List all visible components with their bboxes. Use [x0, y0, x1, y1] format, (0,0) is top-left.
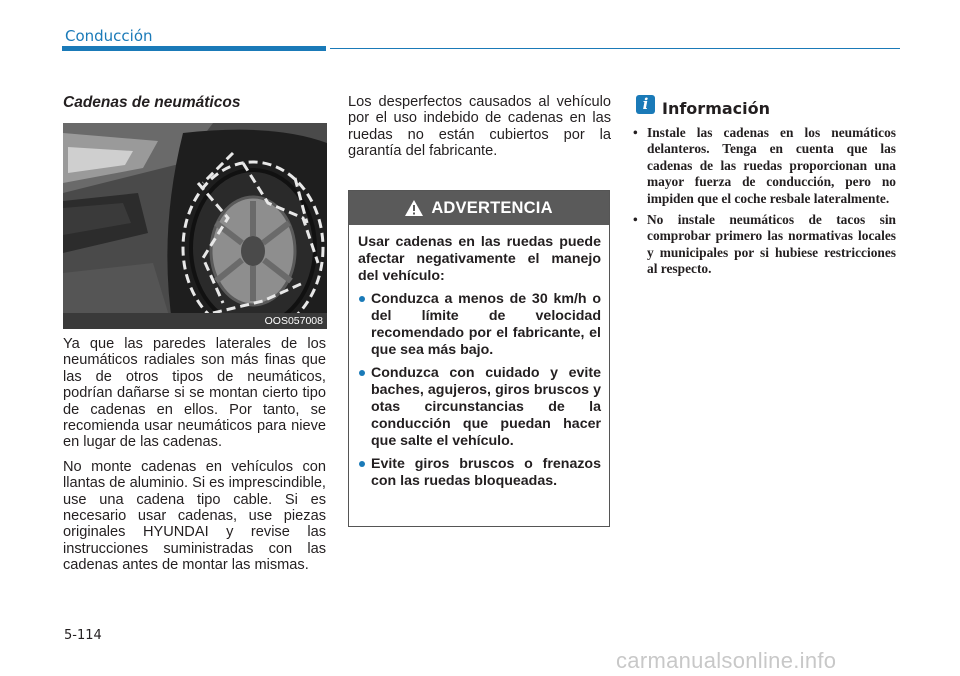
warning-body: [349, 225, 609, 490]
bullet-icon: •: [633, 212, 638, 228]
warning-title: ADVERTENCIA: [431, 198, 553, 217]
warning-list: [358, 291, 601, 490]
tire-chain-illustration: [63, 123, 327, 329]
bullet-icon: [359, 296, 365, 302]
bullet-icon: [359, 370, 365, 376]
warning-item: [358, 456, 601, 490]
warning-item: [358, 365, 601, 450]
info-item-text: Instale las cadenas en los neumáticos delanteros. Tenga en cuenta que las cadenas de las ruedas proporcionan una mayor fuerza de conducción, pero no impiden que el coche resbale lateralmente.: [647, 125, 896, 206]
warning-item-text: Conduzca con cuidado y evite baches, agujeros, giros bruscos y otas circunstancias de la conducción que puedan hacer que salte el vehículo.: [371, 365, 601, 449]
page-number: 5-114: [64, 628, 102, 643]
warning-intro: Usar cadenas en las ruedas puede afectar negativamente el manejo del vehículo:: [358, 234, 601, 284]
left-text-column: [63, 336, 326, 582]
info-item-text: No instale neumáticos de tacos sin comprobar primero las normativas locales y municipales por si hubiese restricciones al respecto.: [647, 212, 896, 277]
info-title: Información: [662, 99, 771, 118]
chains-heading: Cadenas de neumáticos: [63, 94, 241, 111]
warning-item-text: Evite giros bruscos o frenazos con las ruedas bloqueadas.: [371, 456, 601, 489]
warning-header: [349, 191, 609, 225]
info-icon: i: [636, 95, 655, 114]
warning-box: [348, 190, 610, 527]
watermark: carmanualsonline.info: [616, 648, 837, 673]
warning-item: [358, 291, 601, 359]
warning-item-text: Conduzca a menos de 30 km/h o del límite de velocidad recomendado por el fabricante, el que sea más bajo.: [371, 291, 601, 358]
photo-code: OOS057008: [264, 315, 323, 327]
header-rule-thick: [62, 46, 326, 51]
paragraph: No monte cadenas en vehículos con llantas de aluminio. Si es imprescindible, use una cadena tipo cable. Si es necesario usar cadenas, use piezas originales HYUNDAI y revise las instrucciones suministradas con las cadenas antes de montar las mismas.: [63, 458, 326, 574]
paragraph: Ya que las paredes laterales de los neumáticos radiales son más finas que las de otros tipos de neumáticos, podrían dañarse si se montan cierto tipo de cadenas en ellos. Por tanto, se recomienda usar neumáticos para nieve en lugar de las cadenas.: [63, 336, 326, 451]
info-list: [633, 125, 896, 283]
middle-text-column: [348, 94, 611, 168]
info-item: [633, 212, 896, 278]
bullet-icon: •: [633, 125, 638, 140]
paragraph: Los desperfectos causados al vehículo por el uso indebido de cadenas en las ruedas no están cubiertos por la garantía del fabricante.: [348, 94, 611, 160]
tire-chain-photo: [63, 123, 327, 329]
info-item: [633, 125, 896, 207]
warning-triangle-icon: [405, 200, 423, 216]
bullet-icon: [359, 461, 365, 467]
section-title: Conducción: [65, 27, 153, 45]
header-rule-thin: [330, 48, 900, 49]
